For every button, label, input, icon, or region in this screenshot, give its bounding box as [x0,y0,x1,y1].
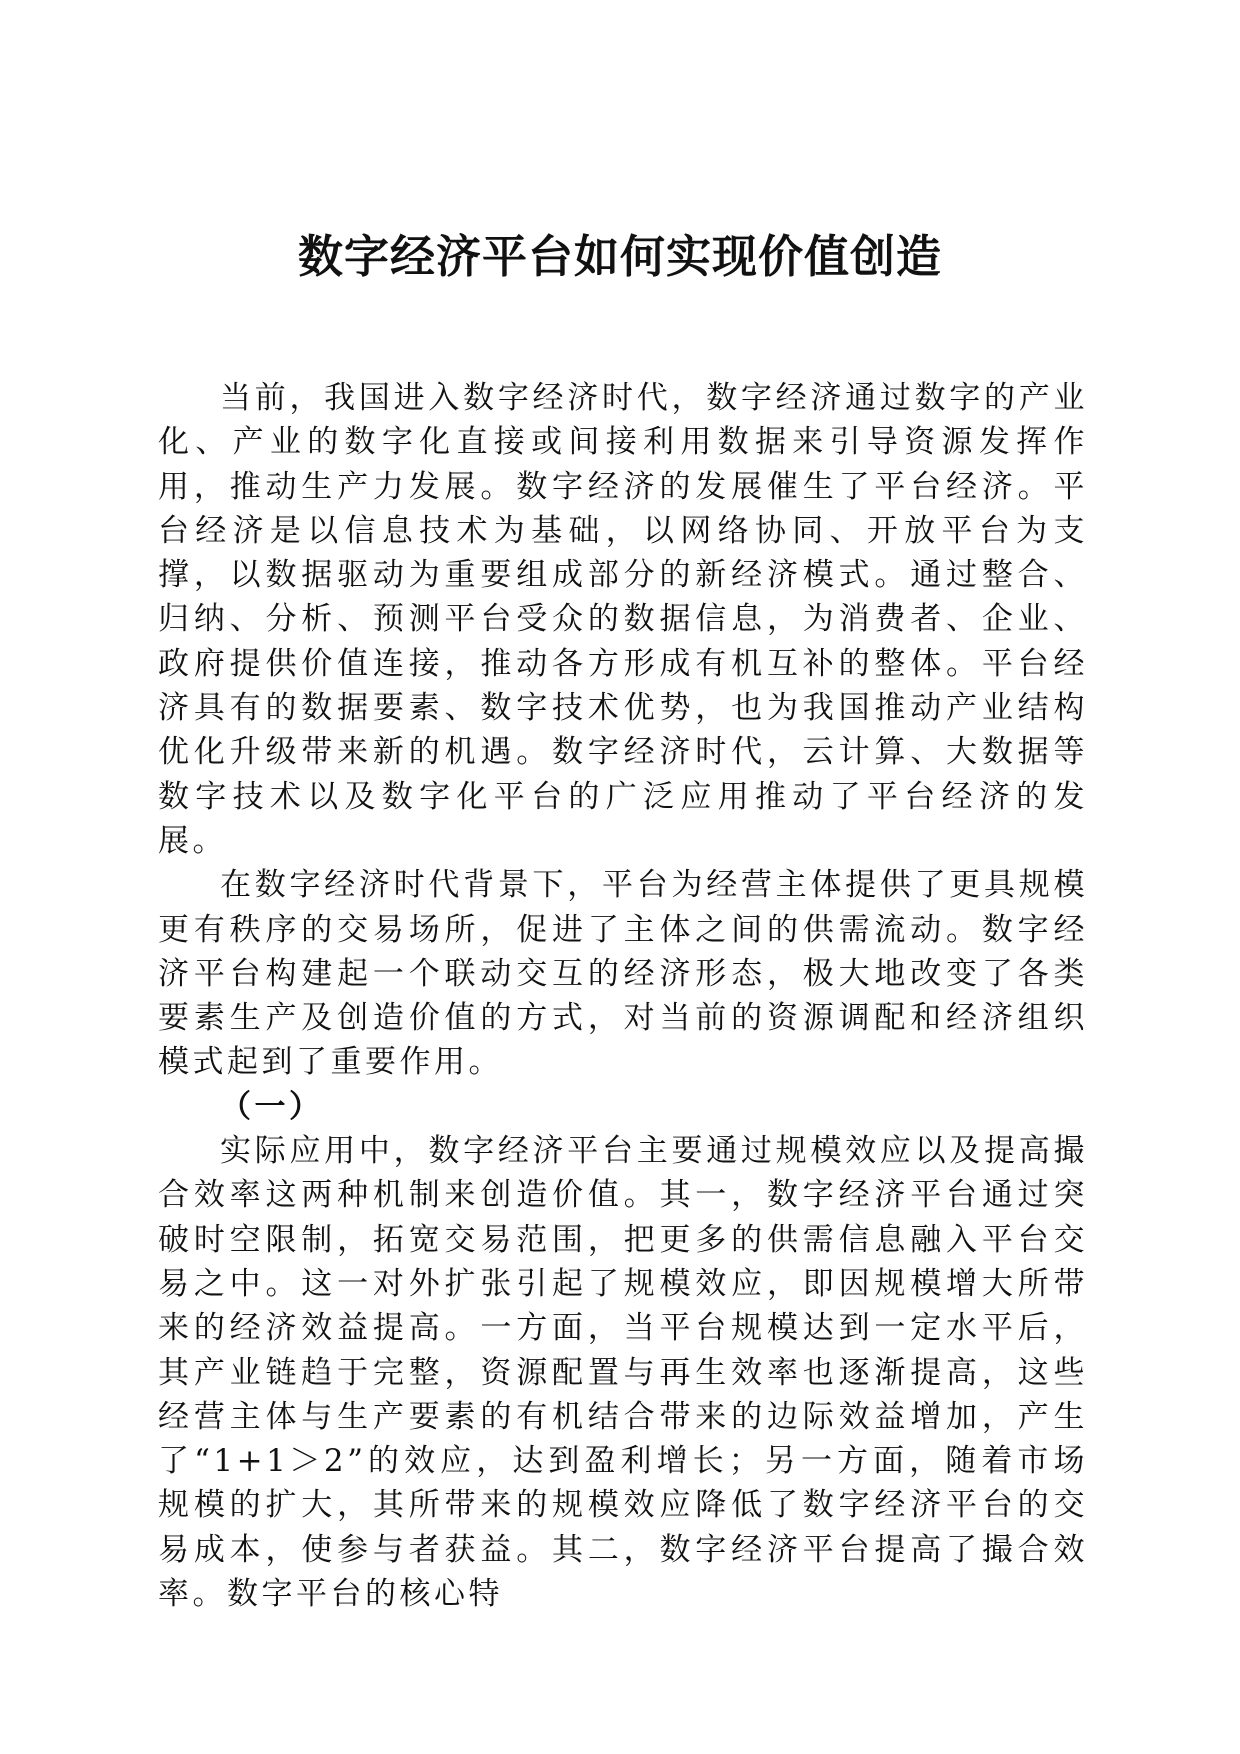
body-paragraph-3: 实际应用中，数字经济平台主要通过规模效应以及提高撮合效率这两种机制来创造价值。其一，数字经济平台通过突破时空限制，拓宽交易范围，把更多的供需信息融入平台交易之中。这一对外扩张引起了规模效应，即因规模增大所带来的经济效益提高。一方面，当平台规模达到一定水平后，其产业链趋于完整，资源配置与再生效率也逐渐提高，这些经营主体与生产要素的有机结合带来的边际效益增加，产生了“1+1＞2”的效应，达到盈利增长；另一方面，随着市场规模的扩大，其所带来的规模效应降低了数字经济平台的交易成本，使参与者获益。其二，数字经济平台提高了撮合效率。数字平台的核心特 [158,1133,1088,1613]
document-body [158,376,1088,1616]
section-heading: （一） [220,1088,324,1125]
page-title: 数字经济平台如何实现价值创造 [297,230,942,283]
body-paragraph-1: 当前，我国进入数字经济时代，数字经济通过数字的产业化、产业的数字化直接或间接利用数据来引导资源发挥作用，推动生产力发展。数字经济的发展催生了平台经济。平台经济是以信息技术为基础，以网络协同、开放平台为支撑，以数据驱动为重要组成部分的新经济模式。通过整合、归纳、分析、预测平台受众的数据信息，为消费者、企业、政府提供价值连接，推动各方形成有机互补的整体。平台经济具有的数据要素、数字技术优势，也为我国推动产业结构优化升级带来新的机遇。数字经济时代，云计算、大数据等数字技术以及数字化平台的广泛应用推动了平台经济的发展。 [158,380,1088,859]
body-paragraph-2: 在数字经济时代背景下，平台为经营主体提供了更具规模更有秩序的交易场所，促进了主体之间的供需流动。数字经济平台构建起一个联动交互的经济形态，极大地改变了各类要素生产及创造价值的方式，对当前的资源调配和经济组织模式起到了重要作用。 [158,867,1088,1081]
